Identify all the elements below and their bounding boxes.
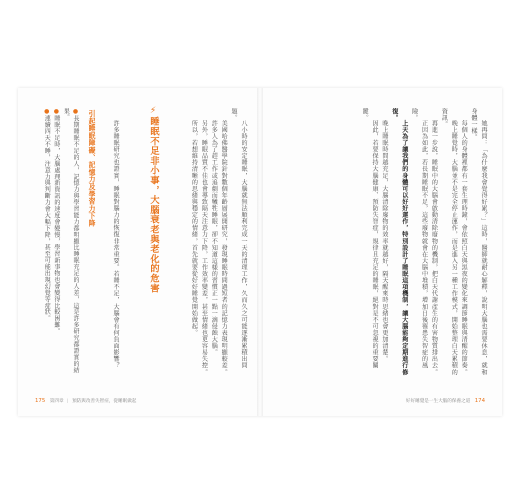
page-number: 174 [474,398,485,404]
list-item: ●連續四天不睡，注意力與判斷力會大幅下降，甚至可能出現幻覺等症狀。 [43,108,51,322]
bullet-list [32,108,80,376]
footer-chapter: 好好睡覺是一生大腦的保養之道 [405,399,471,404]
right-page [260,88,502,416]
page-number: 175 [35,398,46,404]
book-spread [18,88,502,416]
body-text-top: 八小時的安定睡眠，大腦就無法順利完成一天的清理工作，久而久之可能逐漸累積出問題。 美國哈佛醫學院針對數個年齡層展開研究，發現睡眠時間過短者的記憶力表現明顯較差。 許多人為了趕工作或追劇而犧牲睡眠，卻不知道這樣的習慣正一點一滴侵蝕大腦。 另外，睡眠品質不佳也會導致隔天注意力下降，工作效率變差，甚至情緒也更容易失控。 所以，若想維持清晰的思緒與穩定的情緒，首先就要從好好睡覺開始做起。 [190,108,247,376]
list-item: ●睡眠不足時，大腦處理新資訊的速度會變慢，學習新事物也會變得比較困難。 [52,108,60,335]
footer-title: 預防與改善失智症，從睡眠做起 [72,399,137,404]
page-footer-right [406,398,488,404]
page-footer-left: 175 第四章 | 預防與改善失智症，從睡眠做起 [35,398,137,404]
section-heading: ⚡睡眠不足非小事，大腦衰老與老化的危害 [148,106,159,294]
body-text-middle: 許多睡眠研究也證實，睡眠對腦力的恢復非常重要。若睡不足，大腦會有何負面影響？ [112,120,119,370]
left-page [18,88,260,416]
lightning-bolt-icon: ⚡ [148,106,158,117]
list-item: ●長期睡眠不足的人，記憶力與學習能力都明顯比睡眠充足的人差，這是許多研究都證實的結果。 [62,108,79,374]
body-text: 她再問：「為什麼我會覺得好累？」這時，醫師就耐心解釋，說明大腦也需要休息，就和身體一樣。 每個人的身體裡都有一套生理時鐘，會依照白天與黑夜的變化來調節睡眠與清醒的節奏。 晚上睡覺時，大腦並不是完全停止運作，而是進入另一種工作模式，開始整理白天累積的資訊。 再進一步說，睡眠中的大腦會啟動清除廢物的機制，把白天代謝產生的有害物質排出去。 正因為如此，若長期睡眠不足，這些廢物就會在大腦中堆積，增加日後罹患失智症的風險。 上天為了讓我們的身體可以好好運作，特別設計了睡眠這項機制，讓大腦能夠定期進行修復。 晚上睡眠時間越充足，大腦清除廢物的效率就越好，隔天醒來時思緒也會更加清楚。 因此，若要保持大腦健康、預防失智症，規律且充足的睡眠，絕對是不可忽視的重要關鍵。 [361,108,487,376]
footer-chapter: 第四章 [49,399,64,404]
subheading: 引起睡眠障礙、記憶力及學習力下降 [87,110,95,227]
